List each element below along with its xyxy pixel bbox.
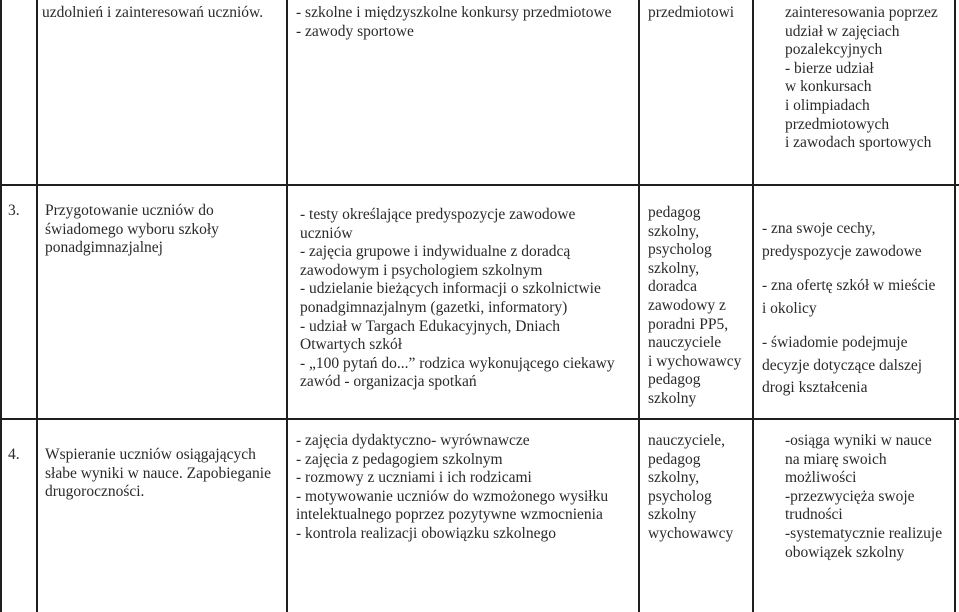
cell-text: przedmiotowych (785, 115, 890, 133)
responsible-cell (648, 432, 733, 544)
cell-text: Wspieranie uczniów osiągających (45, 446, 256, 463)
cell-text: pedagog (648, 450, 701, 468)
effects-cell (785, 4, 938, 153)
table-border-right (954, 0, 956, 612)
cell-text: - udział w Targach Edukacyjnych, Dniach (300, 317, 561, 335)
cell-text: przedmiotowi (648, 4, 735, 21)
task-cell (45, 202, 219, 258)
cell-text: psycholog (648, 487, 712, 505)
cell-text: decyzje dotyczące dalszej (762, 356, 923, 374)
cell-text: -przezwycięża swoje (785, 487, 915, 505)
row-number: 4. (8, 446, 20, 463)
responsible-cell (648, 4, 734, 23)
cell-text: zawodowym i psychologiem szkolnym (300, 261, 543, 279)
cell-text: i zawodach sportowych (785, 134, 932, 152)
cell-text: - zawody sportowe (296, 22, 414, 40)
cell-text: intelektualnego poprzez pozytywne wzmocnienia (296, 506, 603, 524)
cell-text: uczniów (300, 224, 353, 242)
cell-text: i wychowawcy (648, 352, 742, 370)
forms-cell (296, 4, 612, 41)
cell-text: ponadgimnazjalnym (gazetki, informatory) (300, 298, 568, 316)
cell-text: zainteresowania poprzez (785, 4, 938, 21)
cell-text: nauczyciele, (648, 432, 726, 449)
cell-text: - bierze udział (785, 59, 874, 77)
cell-text: szkolny, (648, 222, 700, 240)
cell-text: trudności (785, 506, 843, 524)
cell-text: zawód - organizacja spotkań (300, 373, 477, 391)
cell-text: - zna swoje cechy, (762, 220, 876, 237)
cell-text: i olimpiadach (785, 96, 870, 114)
row-divider (0, 184, 959, 186)
cell-text: szkolny, (648, 259, 700, 277)
cell-text: - świadomie podejmuje (762, 334, 908, 351)
cell-text: udział w zajęciach (785, 22, 900, 40)
cell-text: wychowawcy (648, 524, 734, 542)
cell-text: - rozmowy z uczniami i ich rodzicami (296, 469, 532, 487)
cell-text: - „100 pytań do...” rodzica wykonującego ciekawy (300, 354, 615, 372)
table-border-left (0, 0, 2, 612)
task-cell (45, 446, 271, 502)
column-divider (286, 0, 288, 612)
cell-text: szkolny, (648, 469, 700, 487)
cell-text: - udzielanie bieżących informacji o szkolnictwie (300, 280, 601, 298)
cell-text: -systematycznie realizuje (785, 524, 943, 542)
cell-text: szkolny (648, 389, 697, 407)
cell-text: szkolny (648, 506, 697, 524)
row-divider (0, 418, 959, 420)
cell-text: - zna ofertę szkół w mieście (762, 277, 936, 294)
cell-text: doradca (648, 278, 698, 296)
cell-text: - testy określające predyspozycje zawodowe (300, 206, 576, 223)
cell-text: zawodowy z (648, 296, 726, 314)
cell-text: ponadgimnazjalnej (45, 239, 163, 257)
row-number: 3. (8, 202, 20, 219)
effects-cell (762, 218, 935, 400)
column-divider (752, 0, 754, 612)
cell-text: na miarę swoich (785, 450, 887, 468)
cell-text: poradni PP5, (648, 315, 729, 333)
cell-text: pedagog (648, 371, 701, 389)
forms-cell (296, 432, 608, 544)
forms-cell (300, 206, 615, 392)
cell-text: psycholog (648, 241, 712, 259)
column-divider (638, 0, 640, 612)
effects-cell (785, 432, 942, 562)
responsible-cell (648, 204, 741, 409)
column-divider (36, 0, 38, 612)
cell-text: - motywowanie uczniów do wzmożonego wysiłku (296, 487, 609, 505)
cell-text: - zajęcia dydaktyczno- wyrównawcze (296, 432, 530, 449)
cell-text: - szkolne i międzyszkolne konkursy przedmiotowe (296, 4, 612, 21)
cell-text: i okolicy (762, 299, 817, 317)
cell-text: drugoroczności. (45, 483, 145, 501)
cell-text: predyspozycje zawodowe (762, 242, 922, 260)
cell-text: uzdolnień i zainteresowań uczniów. (42, 4, 264, 21)
cell-text: - zajęcia z pedagogiem szkolnym (296, 450, 503, 468)
cell-text: - kontrola realizacji obowiązku szkolnego (296, 524, 556, 542)
cell-text: możliwości (785, 469, 857, 487)
cell-text: pedagog (648, 204, 701, 221)
cell-text: -osiąga wyniki w nauce (785, 432, 932, 449)
cell-text: słabe wyniki w nauce. Zapobieganie (45, 464, 271, 482)
cell-text: nauczyciele (648, 334, 722, 352)
cell-text: - zajęcia grupowe i indywidualne z doradcą (300, 243, 571, 261)
cell-text: Przygotowanie uczniów do (45, 202, 214, 219)
cell-text: obowiązek szkolny (785, 543, 905, 561)
cell-text: świadomego wyboru szkoły (45, 220, 219, 238)
task-cell (42, 4, 263, 23)
cell-text: Otwartych szkół (300, 336, 403, 354)
cell-text: drogi kształcenia (762, 379, 868, 396)
cell-text: pozalekcyjnych (785, 41, 883, 59)
cell-text: w konkursach (785, 78, 872, 96)
